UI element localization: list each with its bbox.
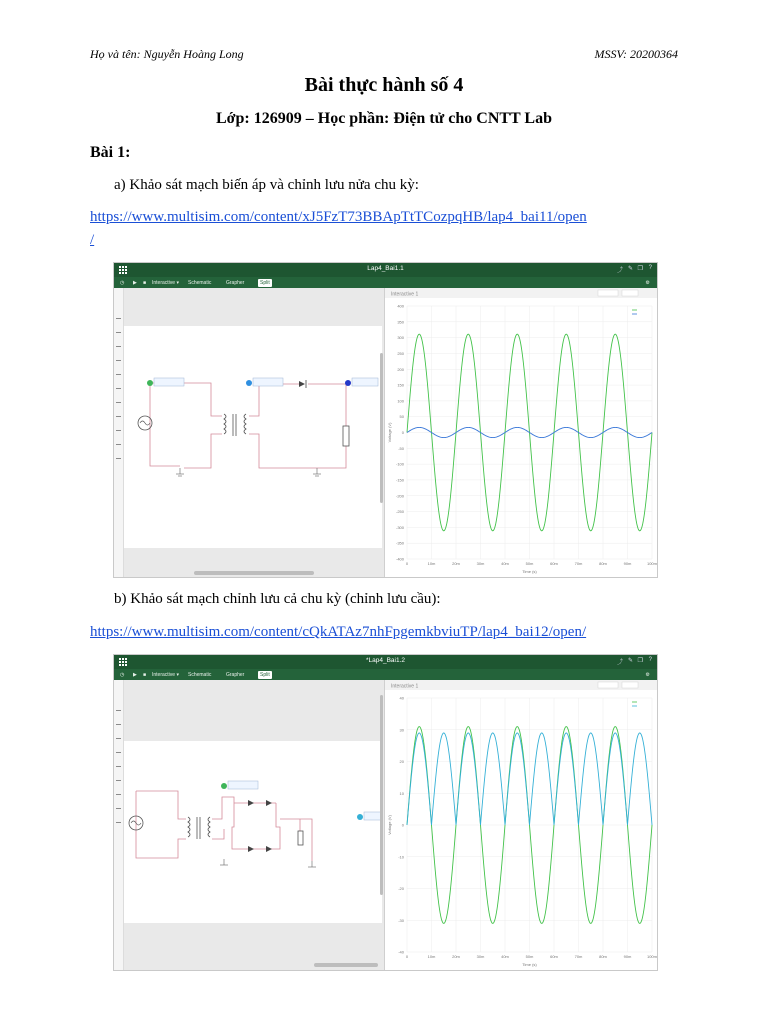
y-tick-label: -30 [398,917,404,923]
y-tick-label: -250 [395,509,404,515]
y-tick-label: 400 [397,303,404,309]
x-axis-label: Time (s) [522,962,537,967]
y-tick-label: 150 [397,382,404,388]
resistor-icon [298,831,303,845]
y-tick-label: -200 [395,493,404,499]
part-b-text: b) Khảo sát mạch chỉnh lưu cả chu kỳ (chỉnh lưu cầu): [114,591,441,607]
ground-icon [220,859,316,867]
y-tick-label: -100 [395,461,404,467]
settings-icon[interactable]: ⚙ [645,672,650,678]
tab-split[interactable]: Split [260,672,270,678]
history-icon[interactable]: ◷ [120,280,125,286]
x-axis-label: Time (s) [522,569,537,574]
tab-schematic[interactable]: Schematic [188,280,212,286]
x-tick-label: 40m [501,954,509,959]
grapher-chart [385,680,658,970]
graph-title: Interactive 1 [391,291,419,298]
component-toolbar[interactable] [114,288,124,577]
multisim-screenshot-2 [113,654,658,971]
x-tick-label: 30m [476,954,485,959]
tab-grapher[interactable]: Grapher [226,280,245,286]
y-tick-label: 200 [397,366,404,372]
stop-icon[interactable]: ■ [143,672,147,678]
mode-dropdown[interactable]: Interactive ▾ [152,280,179,286]
y-tick-label: -20 [398,886,404,891]
y-tick-label: -10 [398,854,404,860]
diode-icon [299,381,305,387]
schematic-scrollbar-v[interactable] [380,695,383,895]
y-tick-label: 0 [401,430,404,435]
part-a-link-cont[interactable]: / [90,232,95,248]
share-icon[interactable]: ⤴ [616,660,623,666]
help-icon[interactable]: ? [648,265,652,271]
x-tick-label: 0 [405,561,409,566]
ground-icon [176,468,321,476]
schematic-scrollbar-v[interactable] [380,353,383,503]
probe-icon [357,814,363,820]
x-tick-label: 90m [623,954,632,959]
mode-dropdown[interactable]: Interactive ▾ [152,672,179,678]
stop-icon[interactable]: ■ [143,280,147,286]
part-a-link[interactable]: https://www.multisim.com/content/xJ5FzT73BBApTtTCozpqHB/lap4_bai11/open [90,209,587,225]
y-tick-label: -40 [398,949,404,955]
schematic-scrollbar-h[interactable] [314,963,378,967]
x-tick-label: 10m [427,954,436,959]
probe-icon [246,380,252,386]
resistor-icon [343,426,349,446]
x-tick-label: 70m [574,954,583,959]
copy-icon[interactable]: ❐ [637,658,643,664]
probe-icon [345,380,351,386]
diode-icon [248,800,272,852]
y-tick-label: 0 [401,822,404,828]
x-tick-label: 10m [427,561,436,566]
sim-toolbar [114,277,657,288]
x-tick-label: 100m [646,954,658,959]
part-b-link[interactable]: https://www.multisim.com/content/cQkATAz7nhFpgemkbviuTP/lap4_bai12/open/ [90,624,587,640]
x-tick-label: 20m [452,954,460,959]
student-name: Họ và tên: Nguyễn Hoàng Long [90,47,244,61]
x-tick-label: 70m [574,561,583,566]
x-tick-label: 50m [525,561,534,566]
run-icon[interactable]: ▶ [133,672,137,678]
graph-zoom-button [622,682,638,688]
y-tick-label: -150 [395,477,404,483]
y-tick-label: 100 [397,398,404,404]
y-axis-label: Voltage (V) [387,422,392,443]
y-tick-label: 300 [397,335,404,341]
x-tick-label: 100m [646,561,658,566]
transformer-icon [188,817,210,839]
window-title: Lap4_Bai1.1 [367,265,404,272]
share-icon[interactable]: ⤴ [616,268,623,274]
tab-schematic[interactable]: Schematic [188,672,212,678]
x-tick-label: 80m [599,954,607,959]
run-icon[interactable]: ▶ [133,280,137,286]
window-titlebar [114,655,657,669]
y-tick-label: -350 [395,540,404,546]
page-title: Bài thực hành số 4 [304,74,464,96]
bridge-rectifier-schematic [124,741,382,923]
graph-zoom-button [622,290,638,296]
history-icon[interactable]: ◷ [120,672,125,678]
edit-icon[interactable]: ✎ [627,658,633,664]
tab-grapher[interactable]: Grapher [226,672,245,678]
x-tick-label: 90m [623,561,632,566]
probe-icon [221,783,227,789]
y-tick-label: 50 [399,414,404,420]
schematic-canvas[interactable] [124,741,382,923]
schematic-scrollbar-h[interactable] [194,571,314,575]
tab-split[interactable]: Split [260,280,270,286]
x-tick-label: 20m [452,561,460,566]
y-tick-label: -400 [395,556,404,562]
y-tick-label: 20 [399,759,404,764]
y-tick-label: 350 [397,319,404,325]
x-tick-label: 40m [501,561,509,566]
part-a-text: a) Khảo sát mạch biến áp và chỉnh lưu nửa chu kỳ: [114,177,419,193]
copy-icon[interactable]: ❐ [637,266,643,272]
x-tick-label: 80m [599,561,607,566]
x-tick-label: 60m [550,954,558,959]
graph-mode-button [598,682,618,688]
grapher-panel[interactable] [384,288,658,577]
multisim-screenshot-1 [113,262,658,578]
y-tick-label: 10 [399,790,404,796]
x-tick-label: 0 [405,954,409,959]
transformer-icon [224,414,246,436]
graph-mode-button [598,290,618,296]
grapher-panel[interactable] [384,680,658,970]
graph-title: Interactive 1 [391,683,419,690]
y-axis-label: Voltage (V) [387,815,392,835]
sim-toolbar [114,669,657,680]
x-tick-label: 30m [476,561,485,566]
section-heading: Bài 1: [90,144,131,161]
settings-icon[interactable]: ⚙ [645,280,650,286]
grapher-chart [385,288,658,577]
y-tick-label: -50 [398,445,404,451]
x-tick-label: 50m [525,954,534,959]
half-wave-rectifier-schematic [124,326,382,548]
component-toolbar[interactable] [114,680,124,970]
edit-icon[interactable]: ✎ [627,266,633,272]
help-icon[interactable]: ? [648,657,652,663]
window-title: *Lap4_Bai1.2 [365,657,406,664]
student-id: MSSV: 20200364 [594,47,678,61]
x-tick-label: 60m [550,561,558,566]
page-subtitle: Lớp: 126909 – Học phần: Điện tử cho CNTT Lab [216,110,552,127]
y-tick-label: 250 [397,350,404,356]
probe-icon [147,380,153,386]
schematic-canvas[interactable] [124,326,382,548]
y-tick-label: 30 [399,727,404,733]
window-titlebar [114,263,657,277]
y-tick-label: 40 [399,695,404,701]
y-tick-label: -300 [395,524,404,530]
